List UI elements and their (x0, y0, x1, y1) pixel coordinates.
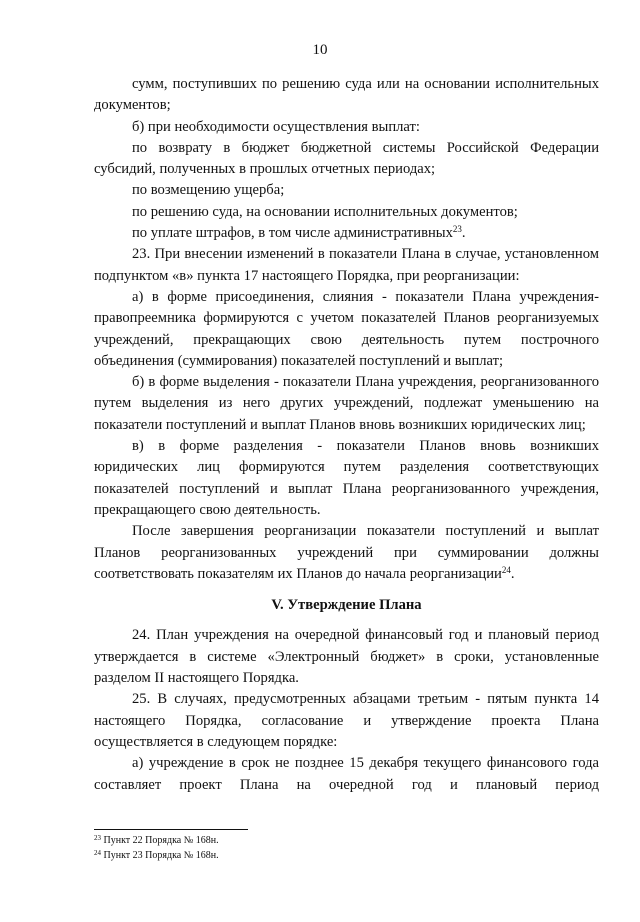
paragraph-p3: по возврату в бюджет бюджетной системы Российской Федерации субсидий, полученных в прошлых отчетных периодах; (94, 139, 599, 178)
footnote-separator (94, 829, 248, 830)
paragraph-p1: сумм, поступивших по решению суда или на основании исполнительных документов; (94, 76, 599, 114)
paragraph-p13: 25. В случаях, предусмотренных абзацами третьим - пятым пункта 14 настоящего Порядка, согласование и утверждение проекта Плана осуществляется в следующем порядке: (94, 691, 599, 750)
paragraph-p6 (94, 223, 599, 244)
footnote-24 (94, 849, 594, 863)
footnote-ref-24: 24 (501, 564, 511, 575)
paragraph-p8: а) в форме присоединения, слияния - показатели Плана учреждения-правопреемника формируются с учетом показателей Планов реорганизуемых учреждений, прекращающих свою деятельность путем построчного объединения (суммирования) показателей поступлений и выплат; (94, 288, 599, 369)
paragraph-p11 (94, 521, 599, 585)
paragraph-p12: 24. План учреждения на очередной финансовый год и плановый период утверждается в системе «Электронный бюджет» в сроки, установленные разделом II настоящего Порядка. (94, 627, 599, 687)
footnote-number: 23 (94, 834, 101, 842)
paragraph-p5: по решению суда, на основании исполнительных документов; (132, 203, 518, 220)
paragraph-p6-text: по уплате штрафов, в том числе административных (132, 225, 453, 242)
footnote-number: 24 (94, 849, 101, 857)
paragraph-p2: б) при необходимости осуществления выплат: (132, 118, 420, 135)
paragraph-p9: б) в форме выделения - показатели Плана учреждения, реорганизованного путем выделения из него других учреждений, подлежат уменьшению на показатели поступлений и выплат Планов вновь возникших юридических лиц; (94, 374, 599, 433)
section-heading: V. Утверждение Плана (271, 597, 422, 614)
paragraph-p11-end: . (510, 565, 515, 582)
paragraph-p11-text: После завершения реорганизации показатели поступлений и выплат Планов реорганизованных учреждений при суммировании должны соответствовать показателям их Планов до начала реорганизации (94, 523, 599, 582)
paragraph-p6-end: . (461, 225, 466, 242)
paragraph-p14: а) учреждение в срок не позднее 15 декабря текущего финансового года составляет проект Плана на очередной год и плановый период (94, 755, 599, 793)
body-text (94, 74, 599, 796)
footnote-text: Пункт 23 Порядка № 168н. (103, 850, 219, 861)
paragraph-p4: по возмещению ущерба; (132, 182, 285, 199)
paragraph-p7: 23. При внесении изменений в показатели Плана в случае, установленном подпунктом «в» пункта 17 настоящего Порядка, при реорганизации: (94, 246, 599, 284)
footnote-ref-23: 23 (452, 224, 462, 235)
paragraph-p10: в) в форме разделения - показатели Планов вновь возникших юридических лиц формируются путем разделения соответствующих показателей поступлений и выплат Плана реорганизованного учреждения, прекращающего свою деятельность. (94, 438, 599, 518)
footnote-23 (94, 834, 594, 848)
footnote-text: Пункт 22 Порядка № 168н. (103, 835, 219, 846)
page-number: 10 (312, 42, 328, 58)
